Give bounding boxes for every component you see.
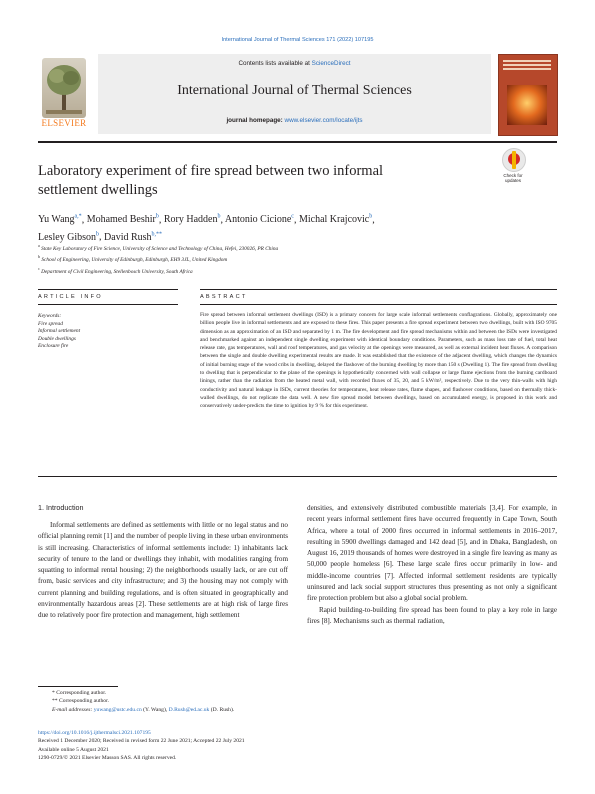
footnotes	[38, 689, 338, 714]
abstract-text: Fire spread between informal settlement dwellings (ISD) is a primary concern for large scale informal settlements conflagrations. Globally, approximately one billion people live in informal settlements and are exposed to these fires. This paper presents a fire spread experiment between two dwellings, built with ISO 9705 dimension as an approximation of an ISD and separated by 1 m. The fire development and fire spread mechanisms within and between the ISDs were investigated and benchmarked against an independent single dwelling experiment with identical boundary conditions. Parameters, such as mass loss rate of fuel, total heat release rate, gas temperatures, wall and roof temperatures, and gas velocity at the openings were measured, as well as external incident heat fluxes. A comparison between the single and double dwelling experimental results are made. It was established that the existence of the adjacent dwelling, which changes the dynamics of initial burning stage of the wood cribs in dwelling, delayed the flashover of the burning dwelling by more than 150 s (Dwelling 1). The fire spread from dwelling to dwelling that is perpendicular to the plane of the openings is hypothetically concerned with wall collapse or large flame ejections from the burning cardboard linings, rather than the radiation from the heated metal wall, with recorded fluxes of 35, 20, and 5 kW/m², respectively. Due to the very thin-walls with high conductivity and natural leakage in ISDs, current theories for temperatures, heat release rates, flame shapes, and flashover conditions, based on thermally thick-walled dwellings, do not replicate the data well. A new fire spread model between dwellings, based on accumulated energy, is proposed in this work and conservatively under-predicts the time to ignition by 9 % for this experiment.	[200, 312, 557, 410]
abstract-heading: ABSTRACT	[200, 294, 248, 300]
author-name: Michal Krajcovic	[298, 214, 370, 226]
crossmark-label-line-2: updates	[504, 178, 521, 183]
article-info-bottom-rule	[38, 304, 178, 305]
journal-header	[38, 54, 557, 136]
copyright-notice: 1290-0729/© 2021 Elsevier Masson SAS. All rights reserved.	[38, 754, 177, 761]
affiliation-text: State Key Laboratory of Fire Science, University of Science and Technology of China, Hefei, 230026, PR China	[41, 245, 279, 252]
affiliation-text: School of Engineering, University of Edinburgh, Edinburgh, EH9 3JL, United Kingdom	[41, 257, 228, 264]
author[interactable]	[87, 214, 159, 225]
elsevier-tree-icon	[42, 58, 86, 118]
homepage-link[interactable]: www.elsevier.com/locate/ijts	[284, 117, 363, 124]
article-info-top-rule	[38, 289, 178, 290]
email-link[interactable]: yuwang@ustc.edu.cn	[93, 706, 142, 713]
author[interactable]	[104, 232, 162, 243]
keywords-label: Keywords:	[38, 313, 62, 319]
author-affiliation-mark[interactable]: b	[369, 214, 373, 220]
paragraph: Rapid building-to-building fire spread has been found to play a key role in large fires [8]. Mechanisms such as thermal radiation,	[307, 605, 557, 625]
footnote-corresponding-1: * Corresponding author.	[52, 690, 107, 696]
affiliation	[38, 242, 558, 253]
abstract-mid-rule	[200, 304, 557, 305]
paragraph: densities, and extensively distributed combustible materials [3,4]. For example, in recent years informal settlement fires have occurred frequently in Cape Town, South Africa, where a total of 2000 fires occurred in informal settlements in 2016–2017, resulting in 5900 dwellings damaged and 142 dead [5], and in Dhaka, Bangladesh, on August 16, 2019 thousands of homes were destroyed in a single fire leaving as many as 50,000 people homeless [6]. These large scale fires occur primarily in low- and middle-income countries [7]. Affected informal settlement residents are typically uninsured and lack social support structures thus presenting as not only a significant fire protection problem but also a global social problem.	[307, 504, 557, 603]
homepage-line	[98, 117, 491, 124]
email-link[interactable]: D.Rush@ed.ac.uk	[168, 706, 210, 713]
footnote-emails	[38, 706, 338, 714]
article-title	[38, 162, 458, 200]
email-owner: (Y. Wang),	[141, 706, 169, 713]
footnote-rule	[38, 686, 118, 687]
homepage-prefix: journal homepage:	[226, 117, 285, 124]
email-label: E-mail addresses:	[52, 706, 94, 713]
author-affiliation-mark[interactable]: b	[155, 214, 159, 220]
paragraph: Informal settlements are defined as settlements with little or no legal status and no official planning remit [1] and the number of people living in these urban environments is still increasing. Characteristics of informal settlements include: 1) inhabitants lack security of tenure to the land or dwellings they inhabit, with modalities ranging from squatting to informal rental housing; 2) the neighborhoods usually lack, or are cut off from, basic services and city infrastructure; and 3) the housing may not comply with current planning and building regulations, and is often situated in geographically and environmentally hazardous areas [2]. These settlements are at high risk of large fires due to relatively poor fire protection and management, high settlement	[38, 521, 288, 620]
affiliation-mark: a	[38, 243, 40, 248]
header-divider	[38, 141, 557, 143]
crossmark-label-line-1: Check for	[503, 173, 523, 178]
journal-masthead	[98, 54, 491, 134]
crossmark-label	[499, 173, 527, 183]
doi-link[interactable]: https://doi.org/10.1016/j.ijthermalsci.2021.107195	[38, 730, 151, 736]
affiliation-list	[38, 242, 558, 276]
journal-title: International Journal of Thermal Sciences	[177, 83, 412, 98]
keyword: Informal settlement	[38, 328, 81, 335]
author[interactable]	[299, 214, 372, 225]
affiliation-mark: b	[38, 254, 40, 260]
contents-line	[98, 60, 491, 67]
author[interactable]	[38, 214, 82, 225]
elsevier-logo	[38, 54, 90, 134]
email-owner: (D. Rush).	[209, 706, 235, 713]
article-history	[38, 729, 338, 762]
author-affiliation-mark[interactable]: b	[96, 231, 100, 238]
author-list: Yu Wang$^{a,*}$, Mohamed Beshir$^b$, Rory Hadden$^b$, Antonio Cicione$^c$, Michal Krajcovic$^b$, Lesley Gibson$^b$, David Rush$^{b,**}$	[38, 214, 375, 243]
available-online-date: Available online 5 August 2021	[38, 746, 109, 753]
author-name: Antonio Cicione	[224, 214, 292, 226]
footnote-corresponding-2: ** Corresponding author.	[52, 698, 110, 705]
journal-reference[interactable]: International Journal of Thermal Sciences 171 (2022) 107195	[221, 37, 374, 43]
received-dates: Received 1 December 2020; Received in revised form 22 June 2021; Accepted 22 July 2021	[38, 738, 245, 745]
title-line-1: Laboratory experiment of fire spread between two informal	[38, 163, 384, 179]
body-column-left	[38, 520, 288, 622]
author-name: Mohamed Beshir	[86, 214, 156, 226]
author[interactable]	[225, 214, 294, 225]
author-name: David Rush	[104, 231, 152, 243]
affiliation	[38, 253, 558, 264]
author-affiliation-mark[interactable]: b	[217, 214, 221, 220]
section-heading-introduction: 1. Introduction	[38, 503, 84, 512]
cover-title-band	[503, 60, 551, 74]
author[interactable]	[38, 232, 99, 243]
cover-picture	[507, 85, 547, 125]
body-column-right	[307, 503, 557, 627]
crossmark-icon	[502, 148, 526, 172]
abstract-top-rule	[200, 289, 557, 290]
keyword: Fire spread	[38, 320, 63, 327]
publisher-name: ELSEVIER	[41, 118, 87, 128]
author-name: Yu Wang	[38, 214, 75, 226]
author-affiliation-mark[interactable]: a,*	[74, 214, 82, 220]
title-line-2: settlement dwellings	[38, 182, 158, 198]
keyword: Enclosure fire	[38, 343, 69, 350]
author-name: Rory Hadden	[163, 214, 218, 226]
keywords-block	[38, 313, 178, 351]
journal-cover-image	[498, 54, 558, 136]
article-info-heading: ARTICLE INFO	[38, 294, 103, 300]
keyword: Double dwellings	[38, 335, 76, 342]
affiliation	[38, 265, 558, 276]
sciencedirect-link[interactable]: ScienceDirect	[311, 60, 351, 67]
check-for-updates-button[interactable]	[499, 148, 527, 184]
author-affiliation-mark[interactable]: b,**	[151, 231, 163, 238]
contents-prefix: Contents lists available at	[238, 60, 312, 67]
author-name: Lesley Gibson	[38, 231, 97, 243]
affiliation-mark: c	[38, 265, 40, 271]
author-affiliation-mark[interactable]: c	[291, 214, 294, 220]
affiliation-text: Department of Civil Engineering, Stellenbosch University, South Africa	[41, 268, 193, 275]
author[interactable]	[164, 214, 221, 225]
